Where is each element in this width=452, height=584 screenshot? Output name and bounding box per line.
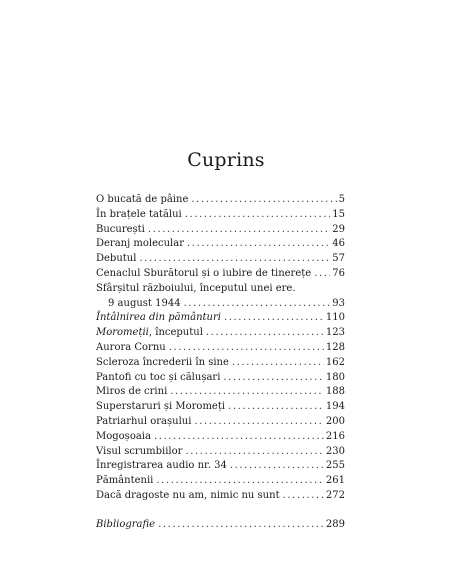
table-of-contents [96, 193, 345, 533]
toc-entry-page: 123 [325, 327, 345, 339]
toc-entry-page: 261 [325, 475, 345, 487]
dot-leader [223, 371, 324, 386]
toc-entry-page: 5 [338, 194, 345, 205]
toc-entry-label: Miros de crini [96, 386, 168, 398]
toc-entry-page: 162 [325, 356, 345, 368]
toc-entry [96, 356, 345, 371]
dot-leader [206, 326, 324, 341]
toc-entry-label-italic: Moromeții [96, 327, 149, 339]
toc-entry-page: 110 [325, 312, 345, 324]
toc-entry-page: 15 [332, 208, 345, 220]
dot-leader [184, 297, 331, 312]
toc-entry-label: Bibliografie [96, 518, 156, 530]
toc-entry-label: O bucată de pâine [96, 194, 189, 205]
toc-entry [96, 445, 345, 460]
toc-entry-page: 194 [325, 401, 345, 413]
dot-leader [156, 474, 324, 489]
toc-entry-label: Dacă dragoste nu am, nimic nu sunt [96, 489, 280, 501]
dot-leader [148, 223, 330, 238]
toc-entry [96, 237, 345, 252]
dot-leader [224, 311, 324, 326]
page-title: Cuprins [187, 149, 265, 171]
toc-entry-page: 272 [325, 489, 345, 501]
toc-entry-page: 188 [325, 386, 345, 398]
dot-leader [232, 356, 324, 371]
toc-entry-label: Pământenii [96, 475, 154, 487]
toc-entry [96, 400, 345, 415]
toc-entry-label: Patriarhul orașului [96, 415, 192, 427]
toc-entry [96, 311, 345, 326]
dot-leader [187, 237, 330, 252]
toc-entry-label-suffix: , începutul [148, 327, 203, 339]
dot-leader [169, 341, 324, 356]
toc-entry-continuation [96, 297, 345, 312]
toc-entry [96, 208, 345, 223]
dot-leader [230, 459, 324, 474]
toc-entry-page: 200 [325, 415, 345, 427]
toc-entry [96, 371, 345, 386]
toc-entry-label: Întâlnirea din pământuri [96, 312, 221, 324]
dot-leader [283, 489, 324, 504]
toc-entry-label [96, 326, 203, 341]
dot-leader [170, 385, 324, 400]
toc-entry-first-line [96, 282, 345, 297]
toc-entry-label: Mogoșoaia [96, 430, 151, 442]
toc-entry-label: Pantofi cu toc și călușari [96, 371, 221, 383]
toc-entry [96, 341, 345, 356]
toc-entry-page: 255 [325, 460, 345, 472]
toc-entry-label: Debutul [96, 253, 137, 265]
toc-entry-page: 29 [332, 223, 345, 235]
toc-entry [96, 430, 345, 445]
toc-entry-page: 230 [325, 445, 345, 457]
toc-entry-label: Cenaclul Sburătorul și o iubire de tinerețe [96, 267, 312, 279]
toc-entry-label: Aurora Cornu [96, 341, 166, 353]
toc-entry-label: Deranj molecular [96, 238, 184, 250]
toc-entry [96, 267, 345, 282]
toc-entry [96, 385, 345, 400]
toc-entry-bibliography [96, 518, 345, 533]
toc-entry-page: 93 [332, 297, 345, 309]
toc-entry [96, 474, 345, 489]
toc-entry [96, 415, 345, 430]
toc-entry-label: Superstaruri și Moromeți [96, 401, 226, 413]
toc-entry-label: București [96, 223, 145, 235]
toc-entry-label: Înregistrarea audio nr. 34 [96, 460, 227, 472]
dot-leader [185, 445, 323, 460]
dot-leader [158, 518, 324, 533]
toc-entry-page: 289 [325, 518, 345, 530]
toc-entry [96, 489, 345, 504]
toc-entry [96, 252, 345, 267]
dot-leader [185, 208, 331, 223]
toc-entry-label: Visul scrumbiilor [96, 445, 183, 457]
dot-leader [314, 267, 330, 282]
dot-leader [139, 252, 330, 267]
dot-leader [228, 400, 324, 415]
toc-entry-page: 76 [332, 267, 345, 279]
toc-entry-page: 46 [332, 238, 345, 250]
toc-entry [96, 459, 345, 474]
toc-entry [96, 223, 345, 238]
toc-entry-page: 57 [332, 253, 345, 265]
dot-leader [154, 430, 324, 445]
toc-entry-label: În brațele tatălui [96, 208, 182, 220]
toc-entry [96, 326, 345, 341]
toc-entry-page: 128 [325, 341, 345, 353]
toc-entry-page: 180 [325, 371, 345, 383]
dot-leader [191, 193, 336, 208]
toc-entry [96, 193, 345, 208]
toc-entry-label: 9 august 1944 [108, 297, 181, 309]
toc-entry-label: Sfârșitul războiului, începutul unei ere. [96, 282, 296, 294]
toc-entry-label: Scleroza încrederii în sine [96, 356, 229, 368]
toc-entry-page: 216 [325, 430, 345, 442]
dot-leader [194, 415, 323, 430]
